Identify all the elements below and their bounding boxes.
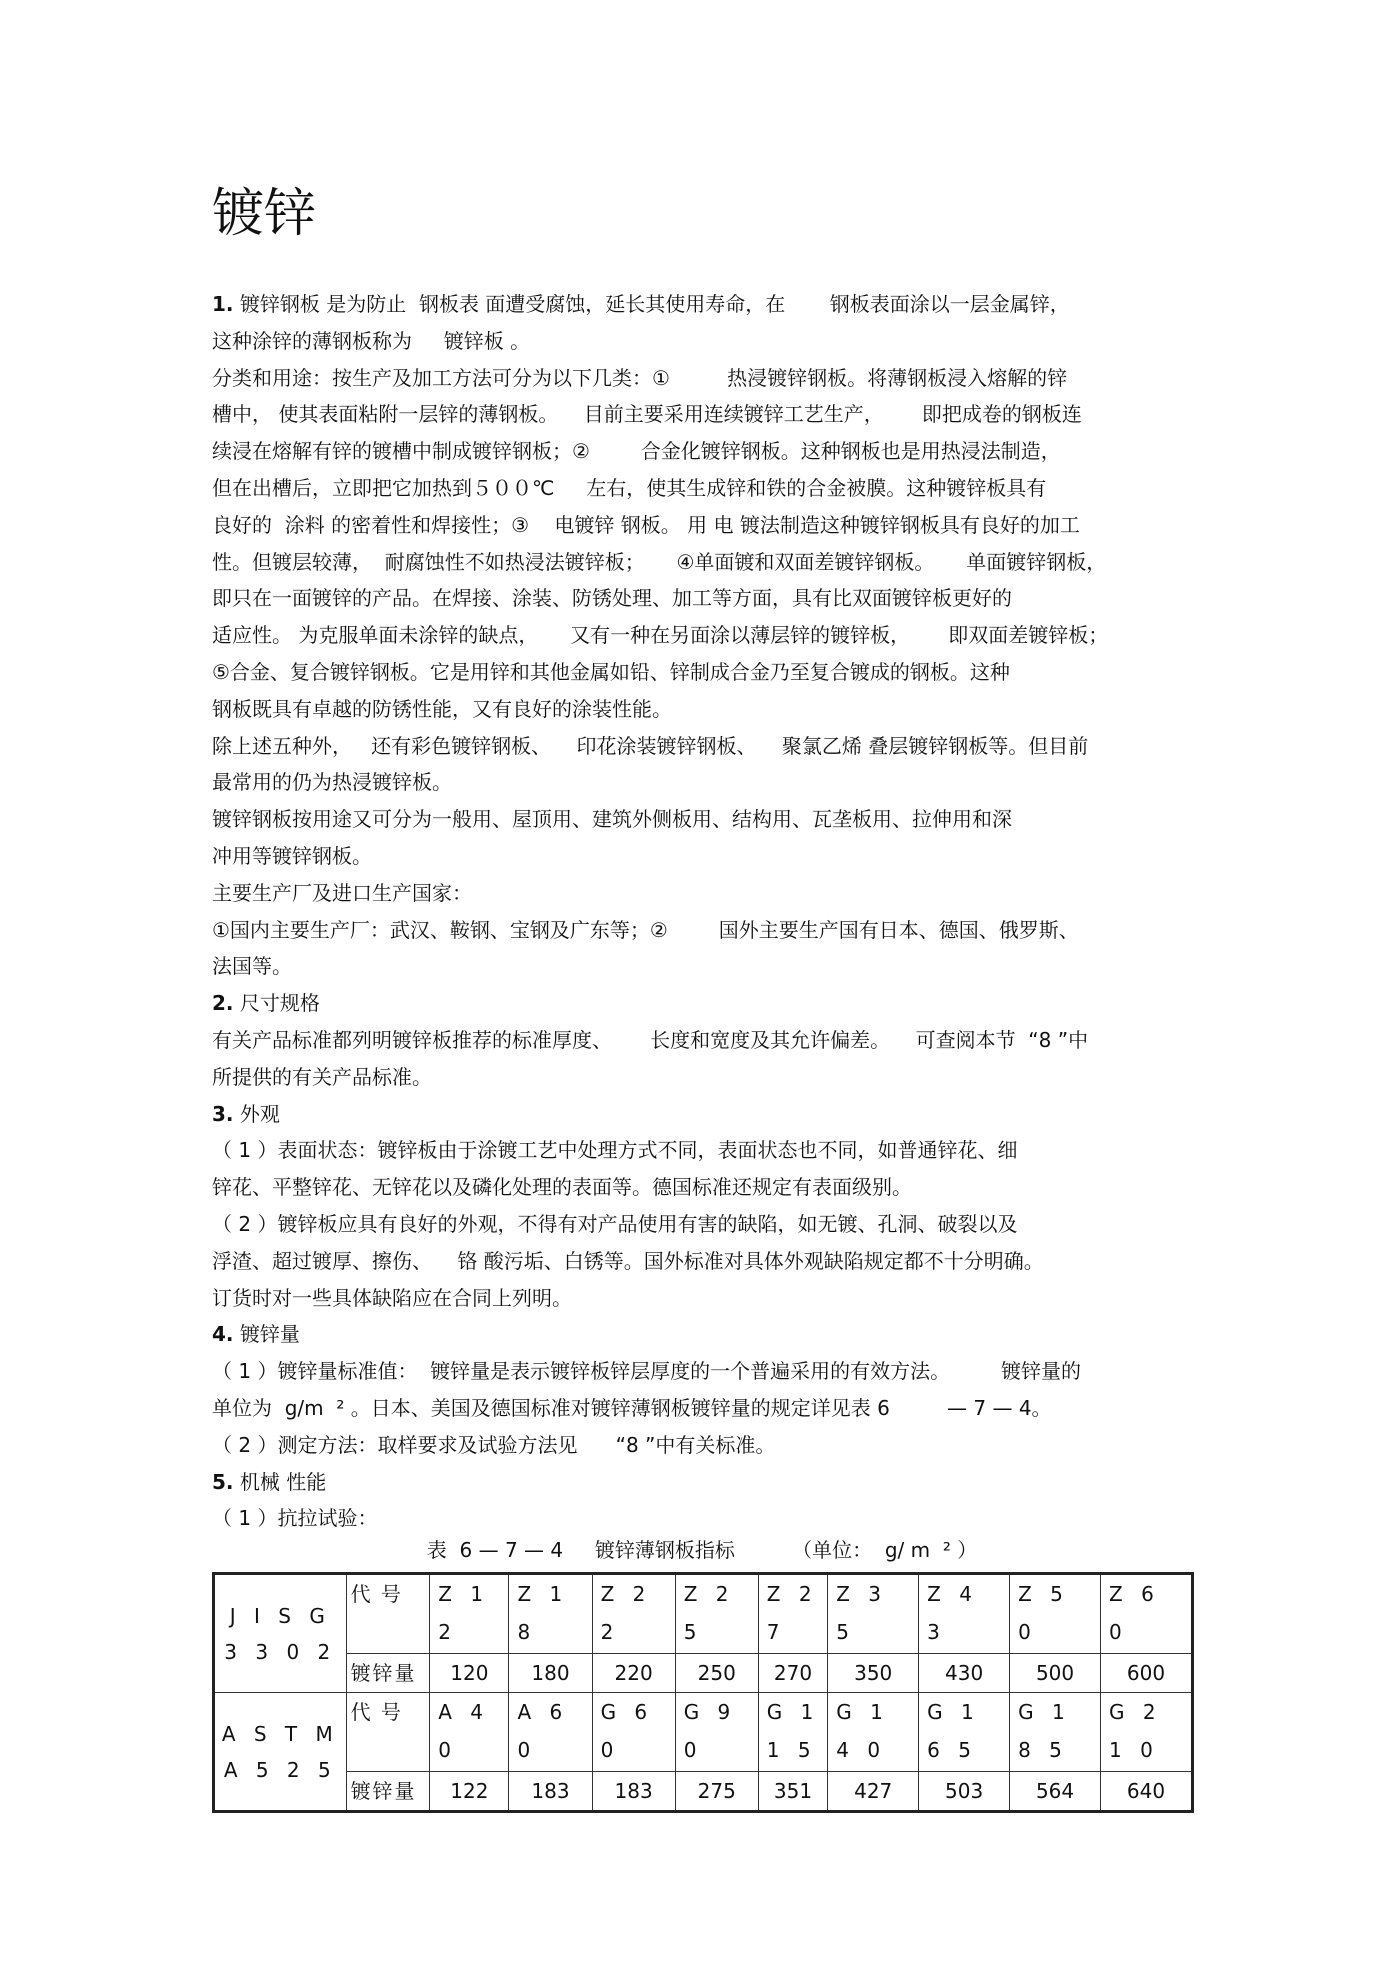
code-cell: Z 1 8 [509,1574,592,1654]
code-cell: Z 2 5 [675,1574,758,1654]
section-number: 1. [212,292,234,316]
section-title: 外观 [233,1101,280,1126]
table-row [214,1574,1193,1654]
text-line: 所提供的有关产品标准。 [212,1064,432,1089]
text-line: 除上述五种外， 还有彩色镀锌钢板、 印花涂装镀锌钢板、 聚氯乙烯 叠层镀锌钢板等。但目前 [212,733,1089,758]
code-cell: G 2 1 0 [1101,1693,1193,1772]
text-line: ①国内主要生产厂：武汉、鞍钢、宝钢及广东等；② 国外主要生产国有日本、德国、俄罗斯、 [212,917,1079,942]
page-title: 镀锌 [212,184,317,244]
text-line: 续浸在熔解有锌的镀槽中制成镀锌钢板；② 合金化镀锌钢板。这种钢板也是用热浸法制造， [212,439,1061,464]
text-line: （ 1 ）镀锌量标准值： 镀锌量是表示镀锌板锌层厚度的一个普遍采用的有效方法。 镀锌量的 [212,1359,1082,1384]
table-caption: 表 6 — 7 — 4 镀锌薄钢板指标 （单位： g/ m ² ） [426,1538,978,1562]
section-title: 镀锌钢板 是为防止 钢板表 面遭受腐蚀，延长其使用寿命，在 钢板表面涂以一层金属锌， [233,292,1070,316]
code-cell: Z 6 0 [1101,1574,1193,1654]
text-line: 冲用等镀锌钢板。 [212,843,372,868]
table-row [214,1693,1193,1772]
section-number: 2. [212,991,234,1016]
value-cell: 122 [430,1772,509,1812]
code-cell: G 9 0 [675,1693,758,1772]
value-cell: 270 [758,1654,827,1693]
text-line: 主要生产厂及进口生产国家： [212,880,472,905]
text-line: 有关产品标准都列明镀锌板推荐的标准厚度、 长度和宽度及其允许偏差。 可查阅本节 “8 ”中 [212,1027,1089,1052]
text-line: （ 1 ）表面状态：镀锌板由于涂镀工艺中处理方式不同，表面状态也不同，如普通锌花、细 [212,1138,1018,1163]
text-line: （ 2 ）镀锌板应具有良好的外观，不得有对产品使用有害的缺陷，如无镀、孔洞、破裂以及 [212,1211,1018,1236]
value-cell: 120 [430,1654,509,1693]
text-line: （ 1 ）抗拉试验： [212,1506,378,1531]
value-cell: 275 [675,1772,758,1812]
section-title: 尺寸规格 [233,991,320,1016]
value-cell: 503 [919,1772,1010,1812]
value-cell: 564 [1010,1772,1101,1812]
section-heading [212,1096,1192,1133]
text-line: 性。但镀层较薄， 耐腐蚀性不如热浸法镀锌板； ④单面镀和双面差镀锌钢板。 单面镀锌钢板， [212,549,1107,574]
code-cell: Z 5 0 [1010,1574,1101,1654]
text-line: 但在出槽后，立即把它加热到５００℃ 左右，使其生成锌和铁的合金被膜。这种镀锌板具有 [212,475,1047,500]
code-label: 代 号 [346,1693,430,1772]
document-body [212,286,1192,1537]
section-number: 5. [212,1469,234,1494]
code-cell: Z 1 2 [430,1574,509,1654]
standard-name-astm: A S T M A 5 2 5 [214,1693,347,1812]
code-cell: G 6 0 [592,1693,675,1772]
text-line: 良好的 涂料 的密着性和焊接性；③ 电镀锌 钢板。 用 电 镀法制造这种镀锌钢板具有良好的加工 [212,512,1080,537]
text-line: 即只在一面镀锌的产品。在焊接、涂装、防锈处理、加工等方面，具有比双面镀锌板更好的 [212,586,1012,611]
standard-name-jis: J I S G 3 3 0 2 [214,1574,347,1693]
section-heading [212,1316,1192,1353]
value-cell: 350 [828,1654,919,1693]
value-cell: 180 [509,1654,592,1693]
value-cell: 427 [828,1772,919,1812]
code-cell: G 1 6 5 [919,1693,1010,1772]
section-title: 镀锌量 [233,1322,300,1347]
code-cell: A 4 0 [430,1693,509,1772]
code-label: 代 号 [346,1574,430,1654]
text-line: 镀锌钢板按用途又可分为一般用、屋顶用、建筑外侧板用、结构用、瓦垄板用、拉伸用和深 [212,807,1012,832]
text-line: 分类和用途：按生产及加工方法可分为以下几类：① 热浸镀锌钢板。将薄钢板浸入熔解的锌 [212,365,1068,390]
section-heading [212,1464,1192,1501]
value-cell: 183 [509,1772,592,1812]
section-number: 4. [212,1322,234,1347]
value-cell: 351 [758,1772,827,1812]
section-number: 3. [212,1101,234,1126]
code-cell: G 1 1 5 [758,1693,827,1772]
value-cell: 250 [675,1654,758,1693]
text-line: 单位为 g/m ² 。日本、美国及德国标准对镀锌薄钢板镀锌量的规定详见表 6 — 7 — 4。 [212,1395,1052,1420]
section-heading [212,286,1192,323]
code-cell: Z 2 2 [592,1574,675,1654]
code-cell: Z 4 3 [919,1574,1010,1654]
value-cell: 600 [1101,1654,1193,1693]
table-row [214,1654,1193,1693]
text-line: （ 2 ）测定方法：取样要求及试验方法见 “8 ”中有关标准。 [212,1432,776,1457]
text-line: 槽中， 使其表面粘附一层锌的薄钢板。 目前主要采用连续镀锌工艺生产， 即把成卷的钢板连 [212,402,1082,427]
value-cell: 430 [919,1654,1010,1693]
amount-label: 镀锌量 [346,1772,430,1812]
section-heading [212,985,1192,1022]
code-cell: G 1 8 5 [1010,1693,1101,1772]
section-title: 机械 性能 [233,1469,327,1494]
table-row [214,1772,1193,1812]
text-line: 钢板既具有卓越的防锈性能，又有良好的涂装性能。 [212,696,672,721]
value-cell: 220 [592,1654,675,1693]
text-line: 订货时对一些具体缺陷应在合同上列明。 [212,1285,572,1310]
value-cell: 500 [1010,1654,1101,1693]
text-line: 浮渣、超过镀厚、擦伤、 铬 酸污垢、白锈等。国外标准对具体外观缺陷规定都不十分明确。 [212,1248,1044,1273]
value-cell: 183 [592,1772,675,1812]
amount-label: 镀锌量 [346,1654,430,1693]
text-line: 法国等。 [212,954,292,979]
code-cell: Z 3 5 [828,1574,919,1654]
code-cell: A 6 0 [509,1693,592,1772]
zinc-coating-table [212,1572,1194,1813]
text-line: 锌花、平整锌花、无锌花以及磷化处理的表面等。德国标准还规定有表面级别。 [212,1175,912,1200]
text-line: ⑤合金、复合镀锌钢板。它是用锌和其他金属如铅、锌制成合金乃至复合镀成的钢板。这种 [212,659,1010,684]
value-cell: 640 [1101,1772,1193,1812]
code-cell: G 1 4 0 [828,1693,919,1772]
text-line: 适应性。 为克服单面未涂锌的缺点， 又有一种在另面涂以薄层锌的镀锌板， 即双面差镀锌板； [212,623,1109,648]
text-line: 最常用的仍为热浸镀锌板。 [212,770,452,795]
code-cell: Z 2 7 [758,1574,827,1654]
text-line: 这种涂锌的薄钢板称为 镀锌板 。 [212,328,531,353]
